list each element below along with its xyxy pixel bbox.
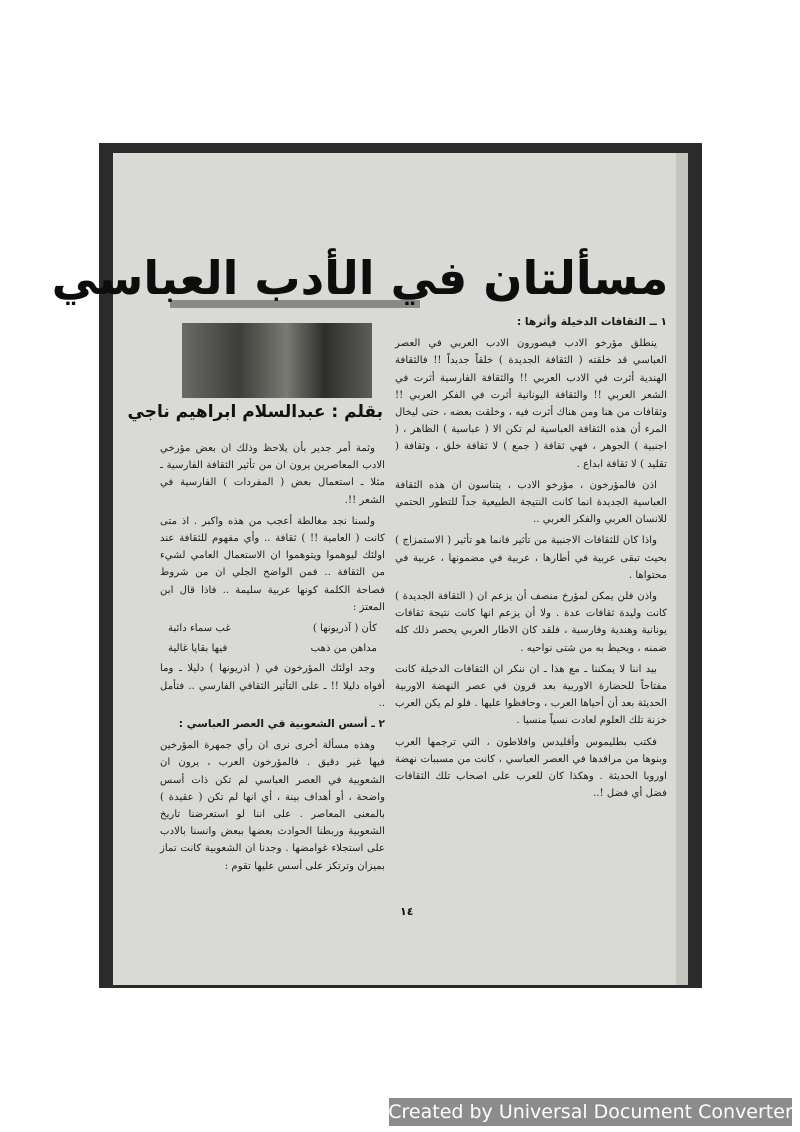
paragraph: وجد اولئك المؤرخون في ( اذريونها ) دليلا ـ وما أفواه دليلا !! ـ على التأثير الثقافي الفارسي .. فتأمل ..	[160, 663, 385, 709]
verse-hemistich: مداهن من ذهب	[310, 643, 377, 655]
paragraph: وثمة أمر جدير بأن يلاحظ وذلك ان بعض مؤرخي الادب المعاصرين يرون ان من تأثير الثقافة الفارسية ـ مثلا ـ استعمال بعض ( المفردات ) الفارسية في الشعر !!.	[160, 443, 385, 506]
paragraph: فكتب بطليموس وأقليدس وافلاطون ، التي ترجمها العرب وبنوها من مرافدها في العصر العباسي ، كانت من مسببات نهضة اوروبا الحديثة . وهكذا كان للعرب على اصحاب تلك الثقافات فضل أي فضل !..	[395, 736, 667, 800]
page-number: ١٤	[400, 905, 414, 918]
verse-hemistich: فيها بقايا غالية	[168, 643, 228, 655]
section-heading-2: ٢ ـ أسس الشعوبية في العصر العباسي :	[178, 718, 385, 731]
page-edge	[676, 153, 688, 985]
poem-verse-1	[160, 620, 385, 637]
paragraph: واذا كان للثقافات الاجنبية من تأثير فانما هو تأثير ( الاستمزاج ) بحيث تبقى عربية في أطارها ، عربية في مضمونها ، عربية في محتواها .	[395, 535, 667, 581]
poem-verse-2	[160, 640, 385, 657]
author-photo	[182, 323, 372, 398]
left-column	[160, 440, 385, 879]
article-title: مسألتان في الأدب العباسي	[51, 251, 669, 305]
paragraph: بيد اننا لا يمكننا ـ مع هذا ـ ان ننكر ان الثقافات الدخيلة كانت مفتاحاً للحضارة الاوربية بعد قرون في عصر النهضة الاوربية الحديثة بعد أن أحياها العرب ، وحافظوا عليها . فلو لم يكن العرب خزنة تلك العلوم لعادت نسياً منسيا .	[395, 663, 667, 727]
paragraph: اذن فالمؤرخون ، مؤرخو الادب ، يتناسون ان هذه الثقافة العباسية الجديدة انما كانت النتيجة الطبيعية جداً للتطور الحتمي للانسان العربي والفكر العربي ..	[395, 479, 667, 526]
verse-hemistich: كأن ( آذريونها )	[312, 623, 377, 635]
author-byline: بقلم : عبدالسلام ابراهيم ناجي	[127, 402, 383, 422]
converter-watermark: Created by Universal Document Converter	[389, 1098, 792, 1126]
paragraph: ولسنا نجد مغالطة أعجب من هذه واكبر . اذ متى كانت ( العامية !! ) ثقافة .. وأي مفهوم للثقافة عند اولئك ليوهموا ويتوهموا ان الاستعمال العامي لشيء من الثقافة .. فمن الواضح الجلي ان من شروط فصاحة الكلمة كونها عربية سليمة .. فاذا قال ابن المعتز :	[160, 515, 385, 613]
paragraph: ينطلق مؤرخو الادب فيصورون الادب العربي في العصر العباسي قد خلقته ( الثقافة الجديدة ) خلقاً جديداً !! فالثقافة الهندية أثرت في الادب العربي !! والثقافة الفارسية أثرت في الشعر العربي !! والثقافة اليونانية أثرت في الفكر العربي !! وثقافات من هنا ومن هناك أثرت فيه ، وخلقت بعضه ، حتى ليخال المرء أن هذه الثقافة العباسية لم تكن الا ( عباسية ) الظاهر ، ( اجنبية ) الجوهر ، فهي ثقافة ( جمع ) لا ثقافة خلق ، وثقافة ( تقليد ) لا ثقافة ابداع .	[395, 338, 667, 470]
paragraph: واذن فلن يمكن لمؤرخ منصف أن يزعم ان ( الثقافة الجديدة ) كانت وليدة ثقافات عدة . ولا أن يزعم انها كانت نتيجة ثقافات يونانية وهندية وفارسية ، فلقد كان الاطار العربي يحصر ذلك كله ضمنه ، ويحيط به من شتى نواحيه .	[395, 591, 667, 654]
section-heading-1: ١ ــ الثقافات الدخيلة وأثرها :	[516, 316, 667, 328]
right-column	[395, 312, 667, 806]
paragraph: وهذه مسألة أخرى نرى ان رأي جمهرة المؤرخين فيها غير دقيق . فالمؤرخون العرب ، يرون ان الشعوبية في العصر العباسي لم تكن ذات أسس واضحة ، أو أهداف بينة ، أي انها لم تكن ( عقيدة ) بالمعنى المعاصر . على اننا لو استعرضنا تاريخ الشعوبية وربطنا الحوادث بعضها ببعض وانسنا بالادب على استجلاء غوامضها . وجدنا ان الشعوبية كانت تماز بميزان وترتكز على أسس عليها تقوم :	[160, 740, 385, 872]
verse-hemistich: غب سماء دائبة	[168, 623, 231, 635]
